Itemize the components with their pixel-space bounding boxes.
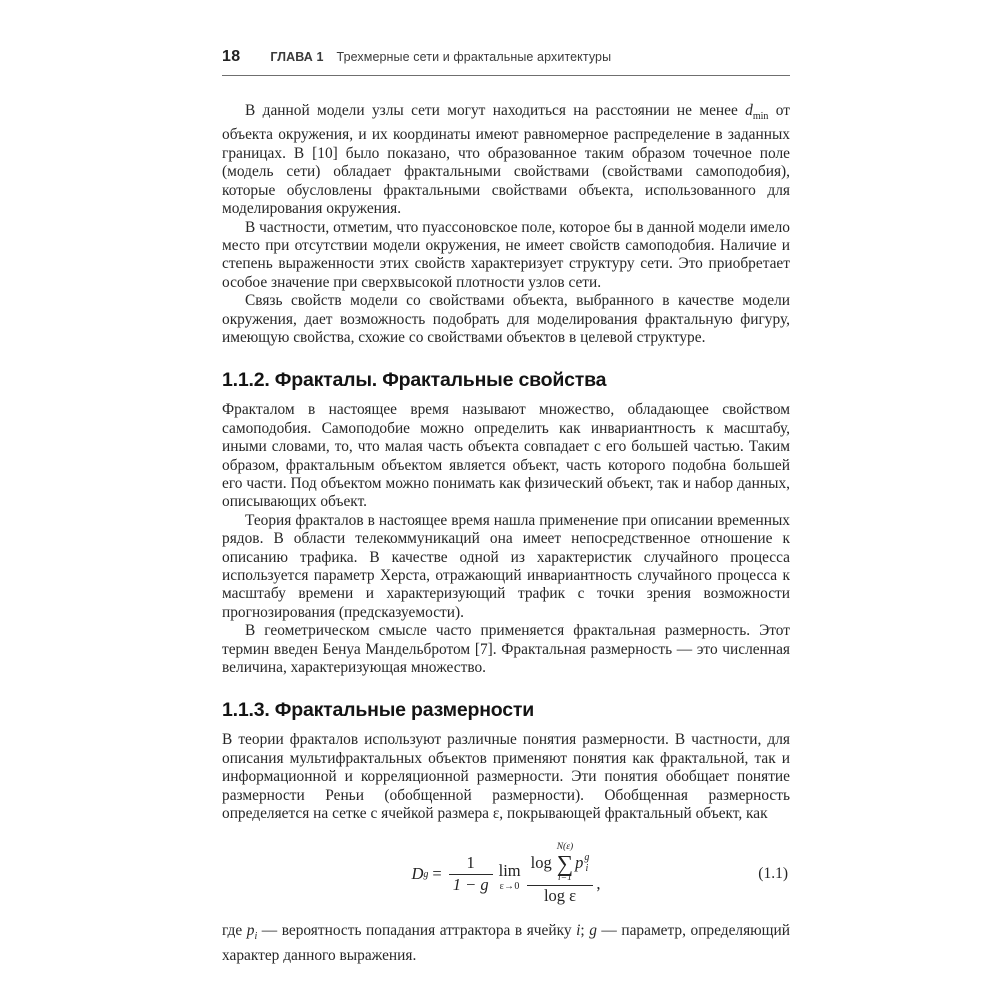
formula-generalized-dimension <box>411 843 600 906</box>
fraction-log-sum-over-log-eps <box>527 843 594 906</box>
running-header <box>222 48 790 76</box>
probability-subscript: i <box>585 863 589 875</box>
chapter-title: Трехмерные сети и фрактальные архитектуры <box>336 50 612 64</box>
lim-subscript: ε→0 <box>499 880 520 892</box>
paragraph-text: В данной модели узлы сети могут находиться на расстоянии не менее <box>245 102 746 119</box>
paragraph-model-nodes <box>222 102 790 219</box>
fraction-one-over-1-minus-g <box>449 854 493 895</box>
math-var-i: i <box>576 922 581 940</box>
math-var-d: d <box>745 102 753 119</box>
fraction-numerator <box>527 843 594 886</box>
spacer <box>222 76 790 102</box>
paragraph-text: от объекта окружения, и их координаты имеют равномерное распределение в заданных границах. В [10] было показано, что образованное таким образом точечное поле (модель сети) обладает фрактальными свойствами (свойствами самоподобия), которые обусловлены фрактальными свойствами объекта, использованного для моделирования окружения. <box>222 102 790 218</box>
math-var-g: g <box>589 922 597 940</box>
sum-upper-limit: N(ε) <box>556 842 574 853</box>
summation-symbol <box>557 843 573 884</box>
paragraph-poisson-field: В частности, отметим, что пуассоновское поле, которое бы в данной модели имело место при отсутствии модели окружения, не имеет свойств самоподобия. Наличие и степень выраженности этих свойств характеризует структуру сети. Это приобретает особое значение при сверхвысокой плотности узлов сети. <box>222 218 790 291</box>
paragraph-fractal-definition: Фракталом в настоящее время называют множество, обладающее свойством самоподобия. Самоподобие можно определить как инвариантность к масштабу, иными словами, то, что малая часть объекта совпадает с его большей частью. Таким образом, фрактальным объектом является объект, часть которого подобна большей его части. Под объектом можно понимать как физический объект, так и набор данных, описывающих объект. <box>222 401 790 511</box>
section-heading-1-1-2: 1.1.2. Фракталы. Фрактальные свойства <box>222 369 607 392</box>
paragraph-dimension-concepts: В теории фракталов используют различные понятия размерности. В частности, для описания мультифрактальных объектов применяют понятия как фрактальной, так и информационной и корреляционной размерности. Эти понятия обобщает понятие размерности Реньи (обобщенной размерности). Обобщенная размерность определяется на сетке с ячейкой размера ε, покрывающей фрактальный объект, как <box>222 731 790 823</box>
sigma-icon: ∑ <box>556 850 574 876</box>
sum-lower-limit: i=1 <box>558 873 572 884</box>
probability-sup-sub <box>584 852 589 875</box>
paragraph-model-object-link: Связь свойств модели со свойствами объекта, выбранного в качестве модели окружения, дает возможность подобрать для моделирования фрактальную фигуру, имеющую свойства, схожие со свойствами объектов в целевой структуре. <box>222 292 790 346</box>
page-number: 18 <box>222 48 241 65</box>
equation-number: (1.1) <box>758 865 788 883</box>
math-var-p-subscript: i <box>254 931 258 943</box>
equation-1-1 <box>222 837 790 911</box>
fraction-denominator: 1 − g <box>452 874 489 894</box>
math-var-d-subscript: min <box>752 111 769 123</box>
fraction-numerator: 1 <box>449 854 493 875</box>
chapter-label: ГЛАВА 1 <box>270 50 324 64</box>
section-heading-1-1-3: 1.1.3. Фрактальные размерности <box>222 699 535 722</box>
math-var-p: p <box>246 922 255 940</box>
probability-var: p <box>575 853 584 872</box>
formula-lhs: D <box>411 864 424 884</box>
lim-text: lim <box>498 861 521 881</box>
paragraph-text: — параметр, определяющий характер данного выражения. <box>222 922 790 964</box>
paragraph-text: где <box>222 922 247 940</box>
formula-lhs-subscript: g <box>423 868 429 880</box>
paragraph-fractal-theory-application: Теория фракталов в настоящее время нашла применение при описании временных рядов. В области телекоммуникаций она имеет непосредственное отношение к описанию трафика. В качестве одной из характеристик случайного процесса используется параметр Херста, отражающий инвариантность случайного процесса к масштабу времени и характеризующий трафик с точки зрения возможности прогнозирования (предсказуемости). <box>222 511 790 621</box>
paragraph-where-clause <box>222 922 790 965</box>
fraction-denominator: log ε <box>543 885 577 905</box>
paragraph-fractal-dimension-term: В геометрическом смысле часто применяется фрактальная размерность. Этот термин введен Бенуа Мандельбротом [7]. Фрактальная размерность — это численная величина, характеризующая множество. <box>222 622 790 677</box>
paragraph-text: — вероятность попадания аттрактора в ячейку <box>257 922 577 940</box>
paragraph-text: ; <box>580 922 590 940</box>
limit-operator <box>499 863 521 892</box>
formula-comma: , <box>596 873 601 893</box>
probability-superscript: g <box>584 851 590 863</box>
text-column <box>222 48 790 965</box>
equals-sign: = <box>432 864 442 884</box>
log-text: log <box>530 853 552 872</box>
